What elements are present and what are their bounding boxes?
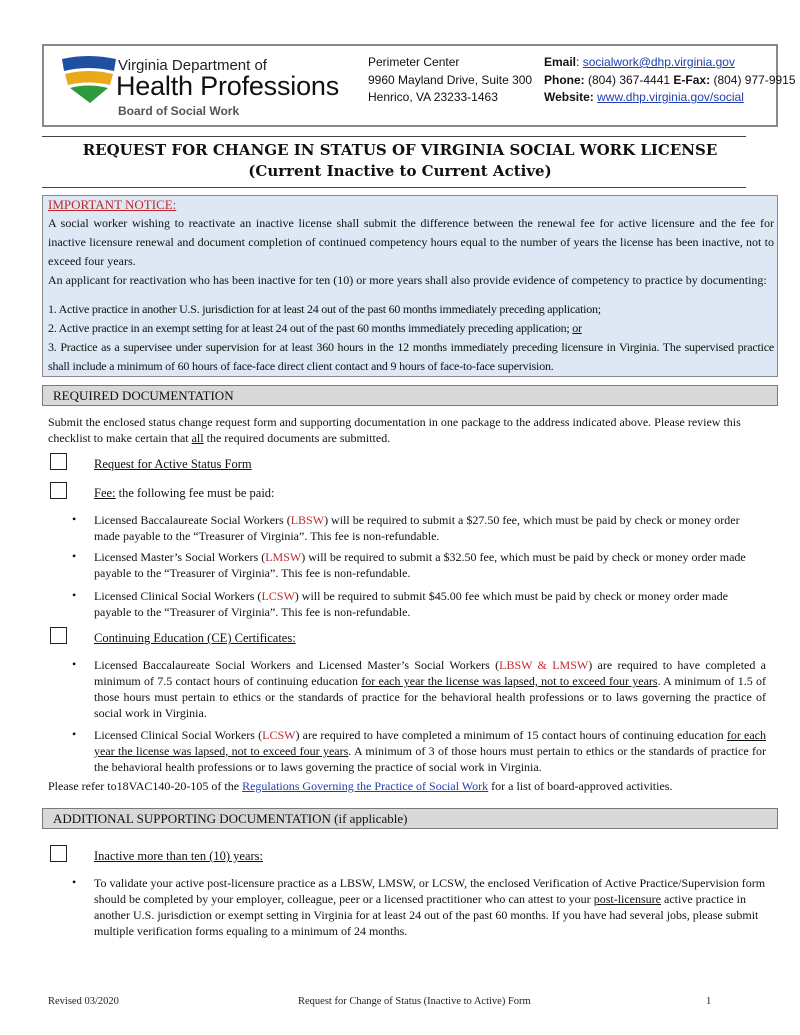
intro-all: all	[191, 431, 204, 445]
license-abbr: LMSW	[265, 550, 302, 564]
checklist-inactive-label: Inactive more than ten (10) years:	[94, 849, 264, 863]
verification-instructions	[94, 875, 766, 939]
email-label: Email	[544, 55, 577, 69]
notice-item-1: 1. Active practice in another U.S. jurisdiction for at least 24 out of the past 60 months immediately preceding application;	[48, 302, 601, 316]
intro-text-a: Submit the enclosed status change request form and supporting documentation in one package to the address indicated above. Please review this checklist to make certain that	[48, 415, 741, 445]
checkbox-inactive-ten-years[interactable]	[50, 845, 67, 862]
notice-heading: IMPORTANT NOTICE:	[48, 197, 177, 212]
checklist-request-form-label: Request for Active Status Form	[94, 457, 252, 471]
address-line-2: 9960 Mayland Drive, Suite 300	[368, 73, 533, 87]
title-bottom-rule	[42, 187, 746, 188]
bullet-icon: •	[72, 875, 77, 889]
bullet-icon: •	[72, 657, 77, 671]
notice-paragraph-1: A social worker wishing to reactivate an inactive license shall submit the difference between the renewal fee for active licensure and the fee for inactive licensure renewal and document completion of continued competency hours equal to the number of years the license has been inactive, not to exceed four years.	[48, 216, 774, 268]
bullet-icon: •	[72, 549, 77, 563]
fee-item-lcsw	[94, 588, 766, 620]
regulations-link[interactable]: Regulations Governing the Practice of Social Work	[242, 779, 489, 793]
ce-item-lcsw	[94, 727, 766, 775]
bullet-icon: •	[72, 727, 77, 741]
ce-underlined: for each year the license was lapsed, not to exceed four years	[94, 728, 766, 758]
checkbox-fee[interactable]	[50, 482, 67, 499]
website-line	[544, 90, 744, 104]
ce-text: ) are required to have completed a minimum of 7.5 contact hours of continuing education	[94, 658, 767, 688]
fee-text: ) will be required to submit a $27.50 fee, which must be paid by check or money order made payable to the “Treasurer of Virginia”. This fee is non-refundable.	[94, 513, 740, 543]
ce-item-lbsw-lmsw	[94, 657, 766, 721]
fax-value: (804) 977-9915	[713, 73, 796, 87]
footer-page-number: 1	[706, 996, 712, 1007]
checklist-ce-label: Continuing Education (CE) Certificates:	[94, 631, 296, 645]
refer-text: for a list of board-approved activities.	[488, 779, 673, 793]
email-line: Email: socialwork@dhp.virginia.gov	[544, 55, 735, 69]
fax-label: E-Fax:	[673, 73, 711, 87]
verification-text: active practice in another U.S. jurisdiction or exempt setting in Virginia for at least 24 out of the past 60 months. If you have had several jobs, please submit multiple verification forms equaling to a minimum of 24 months.	[94, 892, 759, 938]
regulations-reference	[48, 778, 770, 794]
notice-item-2-text: 2. Active practice in an exempt setting for at least 24 out of the past 60 months immediately preceding application;	[48, 321, 573, 335]
ce-text: . A minimum of 1.5 of those hours must pertain to ethics or the standards of practice for the behavioral health professions or to laws governing the practice of social work in Virginia.	[94, 674, 766, 720]
footer-revised: Revised 03/2020	[48, 996, 119, 1007]
license-abbr: LBSW	[290, 513, 325, 527]
page-title: REQUEST FOR CHANGE IN STATUS OF VIRGINIA SOCIAL WORK LICENSE	[82, 141, 718, 159]
license-abbr: LCSW	[262, 728, 296, 742]
fee-text: Licensed Clinical Social Workers (	[94, 589, 262, 603]
notice-paragraph-2: An applicant for reactivation who has been inactive for ten (10) or more years shall also provide evidence of competency to practice by documenting:	[48, 273, 767, 287]
fee-text: ) will be required to submit $45.00 fee which must be paid by check or money order made payable to the “Treasurer of Virginia”. This fee is non-refundable.	[94, 589, 728, 619]
phone-label: Phone:	[544, 73, 585, 87]
page-subtitle: (Current Inactive to Current Active)	[248, 162, 552, 180]
fee-text: Licensed Master’s Social Workers (	[94, 550, 266, 564]
email-link[interactable]: socialwork@dhp.virginia.gov	[582, 55, 735, 69]
additional-documentation-header: ADDITIONAL SUPPORTING DOCUMENTATION (if applicable)	[42, 808, 778, 829]
checkbox-ce-certificates[interactable]	[50, 627, 67, 644]
license-abbr: LCSW	[261, 589, 295, 603]
ce-text: . A minimum of 3 of those hours must pertain to ethics or the standards of practice for the behavioral health professions or to laws governing the practice of social work in Virginia.	[94, 744, 766, 774]
fee-label: Fee:	[94, 486, 116, 500]
dhp-shield-logo-icon	[60, 55, 118, 105]
license-abbr: LBSW & LMSW	[499, 658, 589, 672]
footer-form-name: Request for Change of Status (Inactive to Active) Form	[298, 996, 531, 1007]
fee-label-rest: the following fee must be paid:	[115, 486, 275, 500]
address-line-1: Perimeter Center	[368, 55, 460, 69]
address-line-3: Henrico, VA 23233-1463	[368, 90, 498, 104]
fee-text: ) will be required to submit a $32.50 fee, which must be paid by check or money order made payable to the “Treasurer of Virginia”. This fee is non-refundable.	[94, 550, 746, 580]
checklist-fee-label	[94, 486, 275, 501]
required-intro	[48, 414, 770, 446]
logo-title: Health Professions	[116, 71, 340, 101]
refer-text: Please refer to18VAC140-20-105 of the	[48, 779, 243, 793]
website-link[interactable]: www.dhp.virginia.gov/social	[597, 90, 744, 104]
verification-text: To validate your active post-licensure practice as a LBSW, LMSW, or LCSW, the enclosed Verification of Active Practice/Supervision form should be completed by your employer, colleague, peer or a licensed practitioner who can attest to your	[94, 876, 766, 906]
ce-underlined: for each year the license was lapsed, not to exceed four years	[361, 674, 658, 688]
phone-line	[544, 73, 796, 87]
fee-item-lmsw	[94, 549, 766, 581]
title-top-rule	[42, 136, 746, 137]
website-label: Website:	[544, 90, 594, 104]
notice-item-3: 3. Practice as a supervisee under supervision for at least 360 hours in the 12 months immediately preceding licensure in Virginia. The supervised practice shall include a minimum of 60 hours of face-face direct client contact and 9 hours of face-to-face supervision.	[48, 340, 774, 373]
intro-text-b: the required documents are submitted.	[203, 431, 391, 445]
required-documentation-header: REQUIRED DOCUMENTATION	[42, 385, 778, 406]
checkbox-request-form[interactable]	[50, 453, 67, 470]
notice-item-2-or: or	[572, 321, 582, 335]
bullet-icon: •	[72, 588, 77, 602]
phone-value: (804) 367-4441	[588, 73, 671, 87]
logo-board: Board of Social Work	[118, 104, 240, 118]
fee-item-lbsw	[94, 512, 766, 544]
fee-text: Licensed Baccalaureate Social Workers (	[94, 513, 291, 527]
verification-underlined: post-licensure	[593, 892, 661, 906]
ce-text: Licensed Clinical Social Workers (	[94, 728, 263, 742]
ce-text: Licensed Baccalaureate Social Workers and Licensed Master’s Social Workers (	[94, 658, 500, 672]
ce-text: ) are required to have completed a minimum of 15 contact hours of continuing education	[295, 728, 727, 742]
notice-item-2	[48, 319, 774, 338]
logo-org-line: Virginia Department of	[118, 57, 267, 74]
bullet-icon: •	[72, 512, 77, 526]
